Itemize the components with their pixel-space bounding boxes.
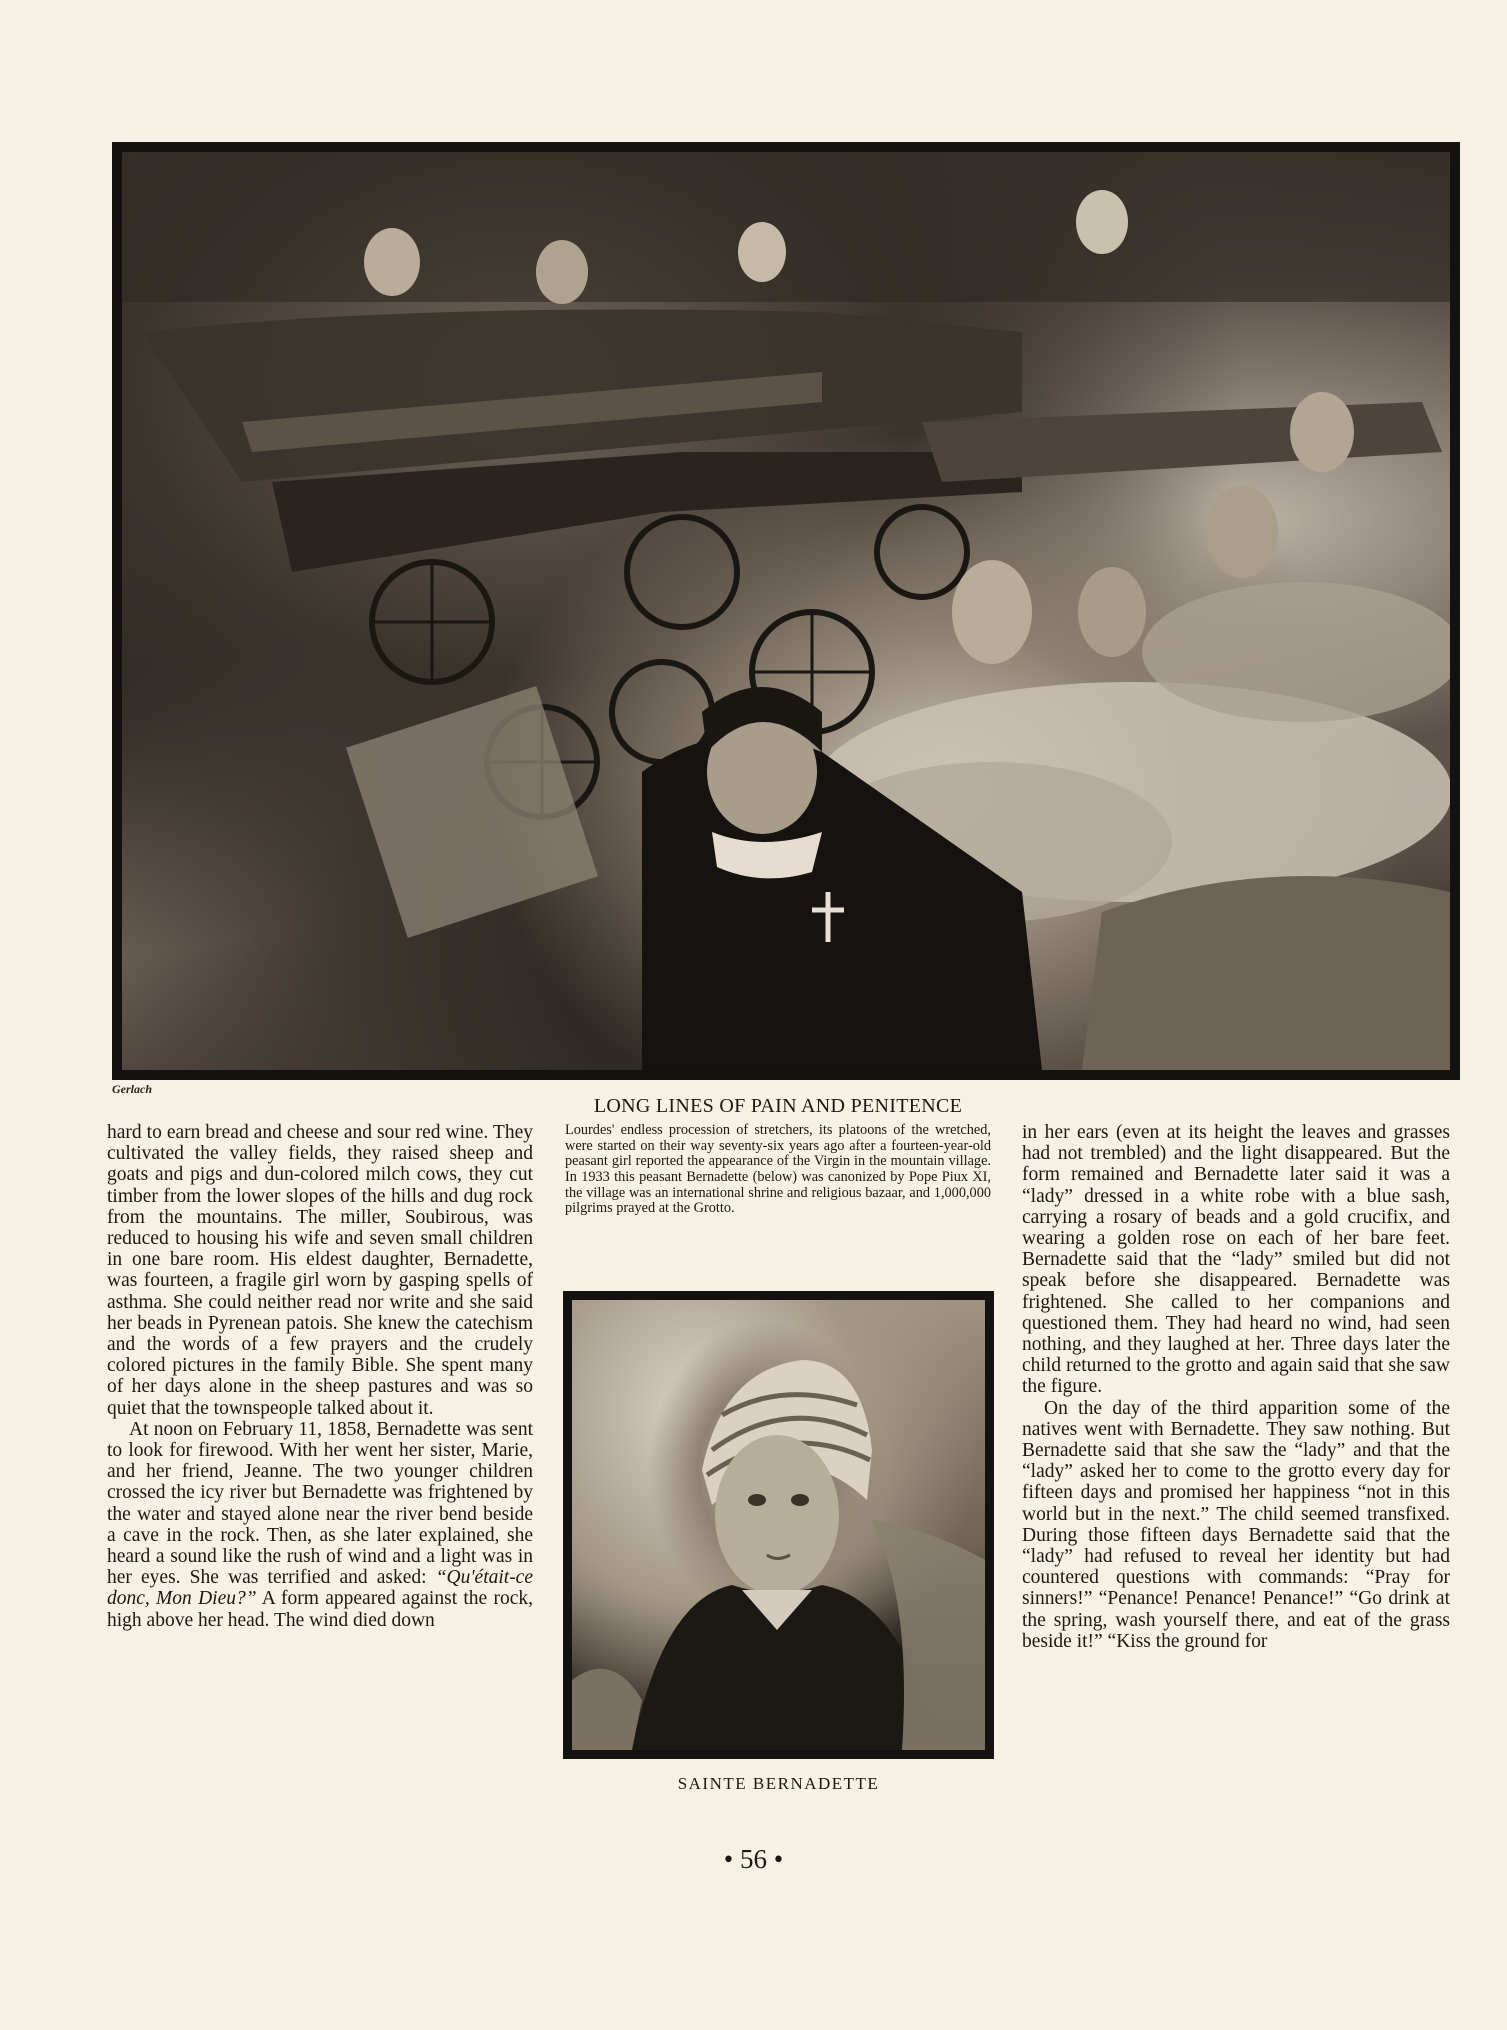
photo-credit: Gerlach <box>112 1082 152 1096</box>
right-paragraph-1: in her ears (even at its height the leaves and grasses had not trembled) and the light disappeared. But the form remained and Bernadette later said it was a “lady” dressed in a white robe with a blue sash, carrying a rosary of beads and a gold crucifix, and wearing a golden rose on each of her bare feet. Bernadette said that the “lady” smiled but did not speak before she disappeared. Bernadette was frightened. She called to her companions and questioned them. They had heard no wind, had seen nothing, and they laughed at her. Three days later the child returned to the grotto and again said that she saw the figure. <box>1022 1122 1450 1398</box>
page-number: • 56 • <box>723 1844 784 1874</box>
article-right-column <box>1022 1122 1450 1652</box>
bernadette-portrait <box>563 1291 994 1759</box>
portrait-caption: SAINTE BERNADETTE <box>677 1774 880 1793</box>
caption-headline: LONG LINES OF PAIN AND PENITENCE <box>593 1095 963 1117</box>
caption-text: Lourdes' endless procession of stretchers, its platoons of the wretched, were started on their way seventy-six years ago after a fourteen-year-old peasant girl reported the appearance of the Virgin in the mountain village. In 1933 this peasant Bernadette (below) was canonized by Pope Piux XI, the village was an international shrine and religious bazaar, and 1,000,000 pilgrims prayed at the Grotto. <box>565 1122 991 1217</box>
stretchers-photo <box>112 142 1460 1080</box>
bernadette-portrait-art <box>572 1300 985 1750</box>
stretchers-photo-art <box>122 152 1450 1070</box>
left-paragraph-2: At noon on February 11, 1858, Bernadette was sent to look for firewood. With her went her sister, Marie, and her friend, Jeanne. The two younger children crossed the icy river but Bernadette was frightened by the water and stayed alone near the river bend beside a cave in the rock. Then, as she later explained, she heard a sound like the rush of wind and a light was in her eyes. She was terrified and asked: “Qu'était-ce donc, Mon Dieu?” A form appeared against the rock, high above her head. The wind died down <box>107 1418 533 1631</box>
photo-caption-block <box>565 1096 991 1217</box>
left-paragraph-1: hard to earn bread and cheese and sour red wine. They cultivated the valley fields, they raised sheep and goats and pigs and dun-colored milch cows, they cut timber from the lower slopes of the hills and dug rock from the mountains. The miller, Soubirous, was reduced to housing his wife and seven small children in one bare room. His eldest daughter, Bernadette, was fourteen, a fragile girl worn by gasping spells of asthma. She could neither read nor write and she said her beads in Pyrenean patois. She knew the catechism and the words of a few prayers and the crudely colored pictures in the family Bible. She spent many of her days alone in the sheep pastures and was so quiet that the townspeople talked about it. <box>107 1122 533 1419</box>
article-left-column <box>107 1122 533 1631</box>
right-paragraph-2: On the day of the third apparition some of the natives went with Bernadette. They saw nothing. But Bernadette said that she saw the “lady” and that the “lady” asked her to come to the grotto every day for fifteen days and promised her happiness “not in this world but in the next.” The child seemed transfixed. During those fifteen days Bernadette said that the “lady” had refused to reveal her identity but had countered questions with commands: “Pray for sinners!” “Penance! Penance! Penance!” “Go drink at the spring, wash yourself there, and eat of the grass beside it!” “Kiss the ground for <box>1022 1397 1450 1652</box>
